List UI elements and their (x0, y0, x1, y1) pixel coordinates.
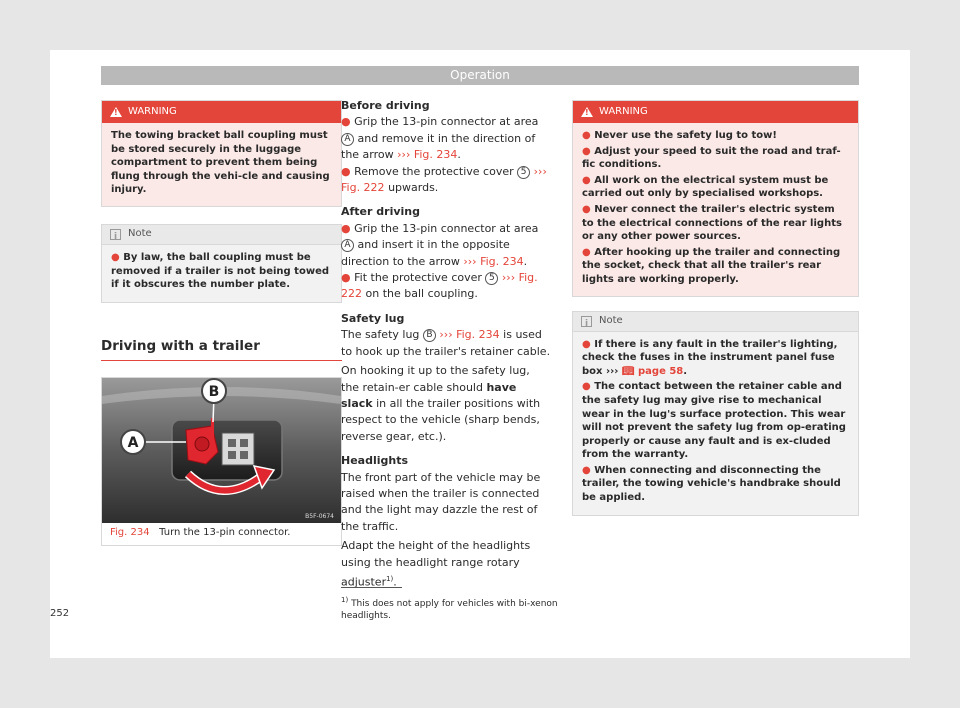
safety-lug-para-1: The safety lug B ››› Fig. 234 is used to hook up the trailer's retainer cable. (341, 328, 551, 358)
bullet-icon: ● (582, 174, 591, 186)
warning-header (102, 101, 341, 123)
headlights-heading: Headlights (341, 454, 409, 468)
connector-knob (195, 437, 209, 451)
figure-label: Fig. 234 (110, 527, 150, 539)
after-step-1: ● Grip the 13-pin connector at area A and insert it in the opposite direction to the arrow ››› Fig. 234. (341, 221, 539, 268)
headlights-para-2: Adapt the height of the headlights using the headlight range rotary adjuster$^{1)}$. (341, 539, 531, 589)
note-text (102, 245, 341, 302)
marker-a: A (341, 239, 354, 252)
warning-box (101, 100, 342, 207)
warning-item: ● Never use the safety lug to tow! (582, 130, 777, 141)
bullet-icon: ● (582, 130, 591, 141)
bullet-icon: ● (582, 338, 591, 350)
warning-box-2 (572, 100, 859, 297)
page-ref-link[interactable]: page 58 (638, 365, 684, 377)
bullet-icon: ● (582, 381, 591, 393)
page-number: 252 (50, 608, 70, 619)
bullet-icon: ● (582, 145, 591, 157)
warning-list (573, 123, 858, 296)
figure-caption (102, 523, 341, 545)
note-item: ● The contact between the retainer cable and the safety lug may give rise to mechanical wear in the lug's surface protection. This wear will not prevent the safety lug from op-erating properly or cause any fault and is ex-cluded from the warranty. (582, 381, 846, 461)
warning-item: ● After hooking up the trailer and connecting the socket, check that all the trailer's rear lights are working properly. (582, 246, 841, 285)
callout-a: A (127, 435, 139, 452)
before-step-2: ● Remove the protective cover 5 ››› Fig. 222 upwards. (341, 164, 547, 195)
callout-b: B (208, 384, 220, 401)
caption-text: Turn the 13-pin connector. (159, 527, 291, 539)
middle-column (341, 98, 551, 591)
warning-label: WARNING (599, 106, 648, 117)
note-bullet: ● By law, the ball coupling must be removed if a trailer is not being towed if it obscures the number plate. (111, 251, 330, 291)
bullet-icon: ● (582, 246, 591, 258)
warning-label: WARNING (128, 106, 177, 117)
warning-triangle-icon (110, 107, 122, 117)
warning-item: ● Adjust your speed to suit the road and traf-fic conditions. (582, 145, 841, 171)
bullet-icon: ● (582, 203, 591, 215)
fig-ref-link[interactable]: ››› Fig. 234 (397, 148, 458, 162)
note-label: Note (599, 315, 623, 327)
book-icon: 📖︎ (621, 365, 635, 377)
info-icon (581, 316, 592, 327)
footnote-ref[interactable]: 1) (386, 574, 394, 583)
fig-ref-link[interactable]: ››› Fig. 234 (439, 328, 500, 342)
socket-pin (240, 439, 248, 447)
right-column (572, 100, 859, 516)
fig-ref-link[interactable]: ››› Fig. 222 (341, 271, 538, 301)
fig-ref-link[interactable]: ››› Fig. 222 (341, 164, 547, 195)
headlights-para-1: The front part of the vehicle may be raised when the trailer is connected and the light may dazzle the rest of the traffic. (341, 470, 541, 533)
socket-pin (240, 451, 248, 459)
warning-triangle-icon (581, 107, 593, 117)
warning-item: ● Never connect the trailer's electric system to the electrical connections of the rear lights or any other power sources. (582, 203, 842, 243)
warning-text (102, 123, 341, 206)
footnote (341, 594, 561, 622)
warning-item: ● All work on the electrical system must be carried out only by specialised workshops. (582, 174, 829, 200)
note-item: ● When connecting and disconnecting the trailer, the towing vehicle's handbrake should be applied. (582, 464, 841, 504)
left-column (101, 100, 342, 546)
bullet-icon: ● (341, 221, 351, 235)
page (50, 50, 910, 658)
note-header (102, 225, 341, 245)
fig-ref-link[interactable]: ››› Fig. 234 (463, 254, 524, 268)
marker-5: 5 (485, 272, 498, 285)
note-box-2 (572, 311, 859, 516)
note-box (101, 224, 342, 303)
safety-lug-heading: Safety lug (341, 311, 405, 325)
safety-lug-para-2: On hooking it up to the safety lug, the retain-er cable should have slack in all the trailer positions with respect to the vehicle (sharp bends, reverse gear, etc.). (341, 364, 541, 443)
socket-pin (228, 439, 236, 447)
info-icon (110, 229, 121, 240)
after-step-2: ● Fit the protective cover 5 ››› Fig. 222 on the ball coupling. (341, 271, 538, 301)
bullet-icon: ● (341, 271, 351, 285)
note-header (573, 312, 858, 332)
socket-housing (222, 433, 254, 465)
section-header: Operation (101, 66, 859, 85)
bullet-icon: ● (111, 251, 120, 263)
marker-b: B (423, 329, 436, 342)
marker-a: A (341, 133, 354, 146)
socket-pin (228, 451, 236, 459)
note-list (573, 332, 858, 515)
bullet-icon: ● (341, 115, 351, 129)
note-item: ● If there is any fault in the trailer's lighting, check the fuses in the instrument panel fuse box ››› 📖︎ page 58. (582, 338, 838, 377)
footnote-mark: 1) (341, 596, 349, 604)
before-step-1: ● Grip the 13-pin connector at area A and remove it in the direction of the arrow ››› Fig. 234. (341, 115, 539, 162)
bullet-icon: ● (341, 164, 351, 178)
note-label: Note (128, 228, 152, 240)
figure-image (102, 378, 341, 523)
footnote-text: This does not apply for vehicles with bi-xenon headlights. (341, 599, 558, 621)
bullet-icon: ● (582, 464, 591, 476)
section-title: Driving with a trailer (101, 339, 342, 362)
marker-5: 5 (517, 166, 530, 179)
footnote-divider (341, 587, 402, 588)
warning-paragraph: The towing bracket ball coupling must be stored securely in the luggage compartment to prevent them being flung through the vehi-cle and causing injury. (111, 130, 330, 196)
figure (101, 377, 342, 546)
after-driving-heading: After driving (341, 205, 420, 219)
figure-code: B5F-0674 (305, 513, 334, 521)
warning-header (573, 101, 858, 123)
before-driving-heading: Before driving (341, 99, 430, 112)
